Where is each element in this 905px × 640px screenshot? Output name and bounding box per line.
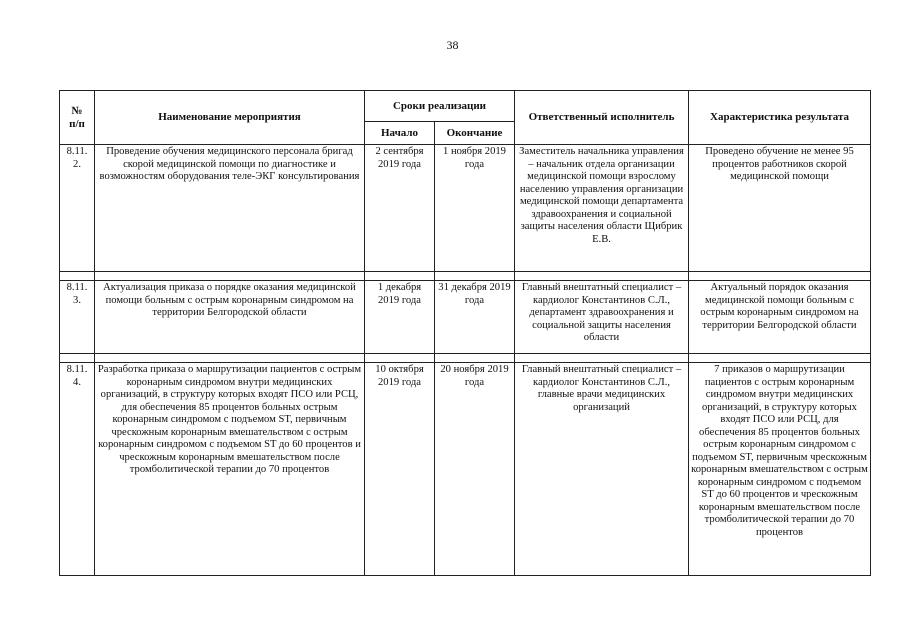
page-number: 38 bbox=[446, 38, 459, 52]
activity-plan-table bbox=[59, 90, 871, 576]
row-separator bbox=[60, 272, 871, 281]
row-separator bbox=[60, 354, 871, 363]
header-executor: Ответственный исполнитель bbox=[515, 91, 689, 145]
row-end-date: 20 ноября 2019 года bbox=[435, 363, 515, 576]
header-result: Характеристика результата bbox=[689, 91, 871, 145]
row-start-date: 10 октября 2019 года bbox=[365, 363, 435, 576]
table-header-row bbox=[60, 91, 871, 122]
row-activity-name: Актуализация приказа о порядке оказания медицинской помощи больным с острым коронарным синдромом на территории Белгородской области bbox=[95, 281, 365, 354]
row-end-date: 31 декабря 2019 года bbox=[435, 281, 515, 354]
header-terms: Сроки реализации bbox=[365, 91, 515, 122]
row-result: Проведено обучение не менее 95 процентов работников скорой медицинской помощи bbox=[689, 145, 871, 272]
table-row bbox=[60, 363, 871, 576]
row-number: 8.11. 3. bbox=[60, 281, 95, 354]
table-row bbox=[60, 281, 871, 354]
row-result: 7 приказов о маршрутизации пациентов с острым коронарным синдромом внутри медицинских организаций, в структуру которых входят ПСО или РСЦ, для обеспечения 85 процентов больных острым коронарным синдромом с подъемом ST, первичным чрескожным коронарным вмешательством с острым коронарным синдромом с подъемом ST до 60 процентов и чрескожным коронарным вмешательством после тромболитической терапии до 70 процентов bbox=[689, 363, 871, 576]
header-name: Наименование мероприятия bbox=[95, 91, 365, 145]
row-number: 8.11. 2. bbox=[60, 145, 95, 272]
row-activity-name: Проведение обучения медицинского персонала бригад скорой медицинской помощи по диагностике и возможностям оборудования теле-ЭКГ консультирования bbox=[95, 145, 365, 272]
header-end: Окончание bbox=[435, 122, 515, 145]
header-number: № п/п bbox=[60, 91, 95, 145]
row-start-date: 1 декабря 2019 года bbox=[365, 281, 435, 354]
row-end-date: 1 ноября 2019 года bbox=[435, 145, 515, 272]
row-executor: Главный внештатный специалист – кардиолог Константинов С.Л., департамент здравоохранения и социальной защиты населения области bbox=[515, 281, 689, 354]
row-start-date: 2 сентября 2019 года bbox=[365, 145, 435, 272]
row-activity-name: Разработка приказа о маршрутизации пациентов с острым коронарным синдромом внутри медицинских организаций, в структуру которых входят ПСО или РСЦ, для обеспечения 85 процентов больных острым коронарным синдромом с подъемом ST, первичным чрескожным коронарным вмешательством с острым коронарным синдромом с подъемом ST до 60 процентов и чрескожным коронарным вмешательством после тромболитической терапии до 70 процентов bbox=[95, 363, 365, 576]
row-executor: Главный внештатный специалист – кардиолог Константинов С.Л., главные врачи медицинских организаций bbox=[515, 363, 689, 576]
header-start: Начало bbox=[365, 122, 435, 145]
table-row bbox=[60, 145, 871, 272]
row-result: Актуальный порядок оказания медицинской помощи больным с острым коронарным синдромом на территории Белгородской области bbox=[689, 281, 871, 354]
row-executor: Заместитель начальника управления – начальник отдела организации медицинской помощи взрослому населению управления организации медицинской помощи департамента здравоохранения и социальной защиты населения области Щибрик Е.В. bbox=[515, 145, 689, 272]
row-number: 8.11. 4. bbox=[60, 363, 95, 576]
